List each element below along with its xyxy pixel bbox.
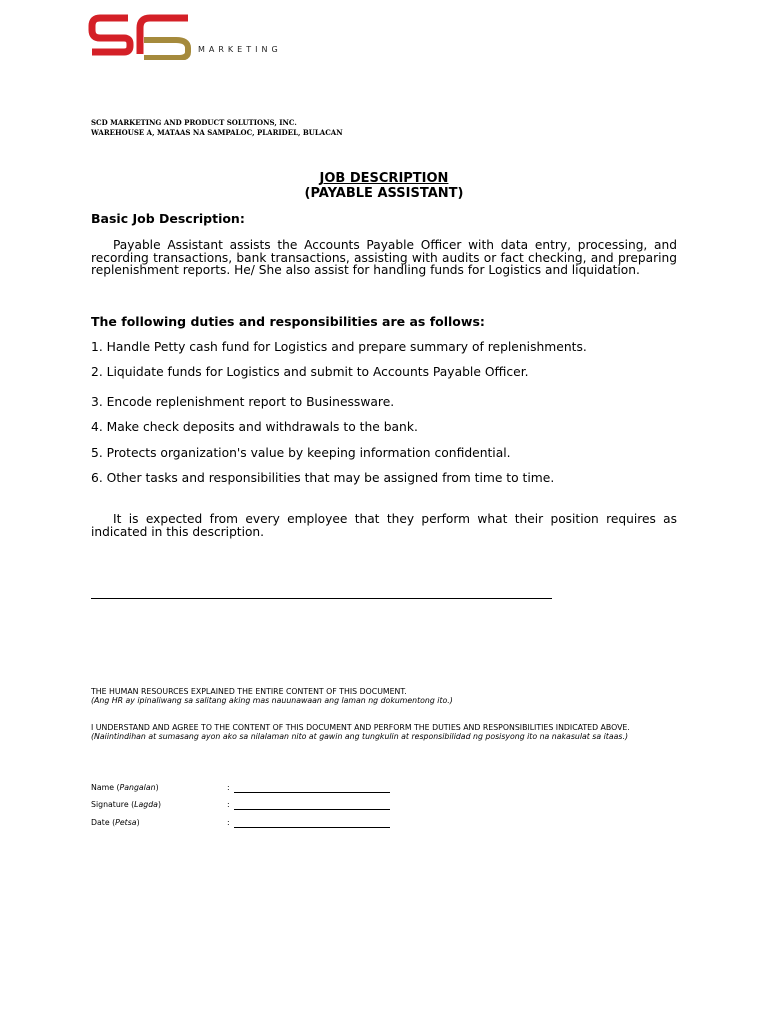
duty-item: 2. Liquidate funds for Logistics and submit to Accounts Payable Officer. [91,365,529,379]
signature-blank-line[interactable] [234,809,390,810]
signature-field-label: Signature (Lagda) [91,800,161,809]
date-blank-line[interactable] [234,827,390,828]
company-logo [88,14,328,60]
company-name: SCD MARKETING AND PRODUCT SOLUTIONS, INC. [91,118,297,127]
logo-wordmark: MARKETING [198,45,282,54]
basic-description-heading: Basic Job Description: [91,211,245,226]
document-title [0,171,768,201]
name-field: Name (Pangalan) : [91,783,491,795]
employee-agreement [91,724,681,741]
basic-description-paragraph [91,239,677,277]
duty-item: 1. Handle Petty cash fund for Logistics and prepare summary of replenishments. [91,340,587,354]
name-field-label: Name (Pangalan) [91,783,159,792]
scd-logo-mark [88,14,198,60]
company-info [91,118,343,138]
name-blank-line[interactable] [234,792,390,793]
basic-description-text: Payable Assistant assists the Accounts Payable Officer with data entry, processing, and recording transactions, bank transactions, assisting with audits or fact checking, and preparing replenishment reports. He/ She also assist for handling funds for Logistics and liquidation. [91,238,677,278]
duty-item: 4. Make check deposits and withdrawals to the bank. [91,420,418,434]
duty-item: 5. Protects organization's value by keeping information confidential. [91,446,511,460]
hr-statement-tagalog: (Ang HR ay ipinaliwang sa salitang aking mas nauunawaan ang laman ng dokumentong ito.) [91,695,453,705]
closing-paragraph [91,513,677,538]
hr-statement: THE HUMAN RESOURCES EXPLAINED THE ENTIRE CONTENT OF THIS DOCUMENT. [91,687,407,696]
date-field-label: Date (Petsa) [91,818,140,827]
agreement-statement: I UNDERSTAND AND AGREE TO THE CONTENT OF THIS DOCUMENT AND PERFORM THE DUTIES AND RESPONSIBILITIES INDICATED ABOVE. [91,723,630,732]
date-field: Date (Petsa) : [91,818,491,830]
signature-field: Signature (Lagda) : [91,800,491,812]
duties-heading: The following duties and responsibilities are as follows: [91,314,485,329]
closing-text: It is expected from every employee that they perform what their position requires as indicated in this description. [91,512,677,539]
title-line-2: (PAYABLE ASSISTANT) [304,186,464,201]
hr-acknowledgement [91,688,681,705]
company-address: WAREHOUSE A, MATAAS NA SAMPALOC, PLARIDEL, BULACAN [91,128,343,137]
duty-item: 3. Encode replenishment report to Businessware. [91,395,395,409]
title-line-1: JOB DESCRIPTION [319,171,449,186]
duty-item: 6. Other tasks and responsibilities that may be assigned from time to time. [91,471,555,485]
signature-line [91,598,552,599]
agreement-statement-tagalog: (Naiintindihan at sumasang ayon ako sa nilalaman nito at gawin ang tungkulin at responsibilidad ng posisyong ito na nakasulat sa itaas.) [91,731,628,741]
